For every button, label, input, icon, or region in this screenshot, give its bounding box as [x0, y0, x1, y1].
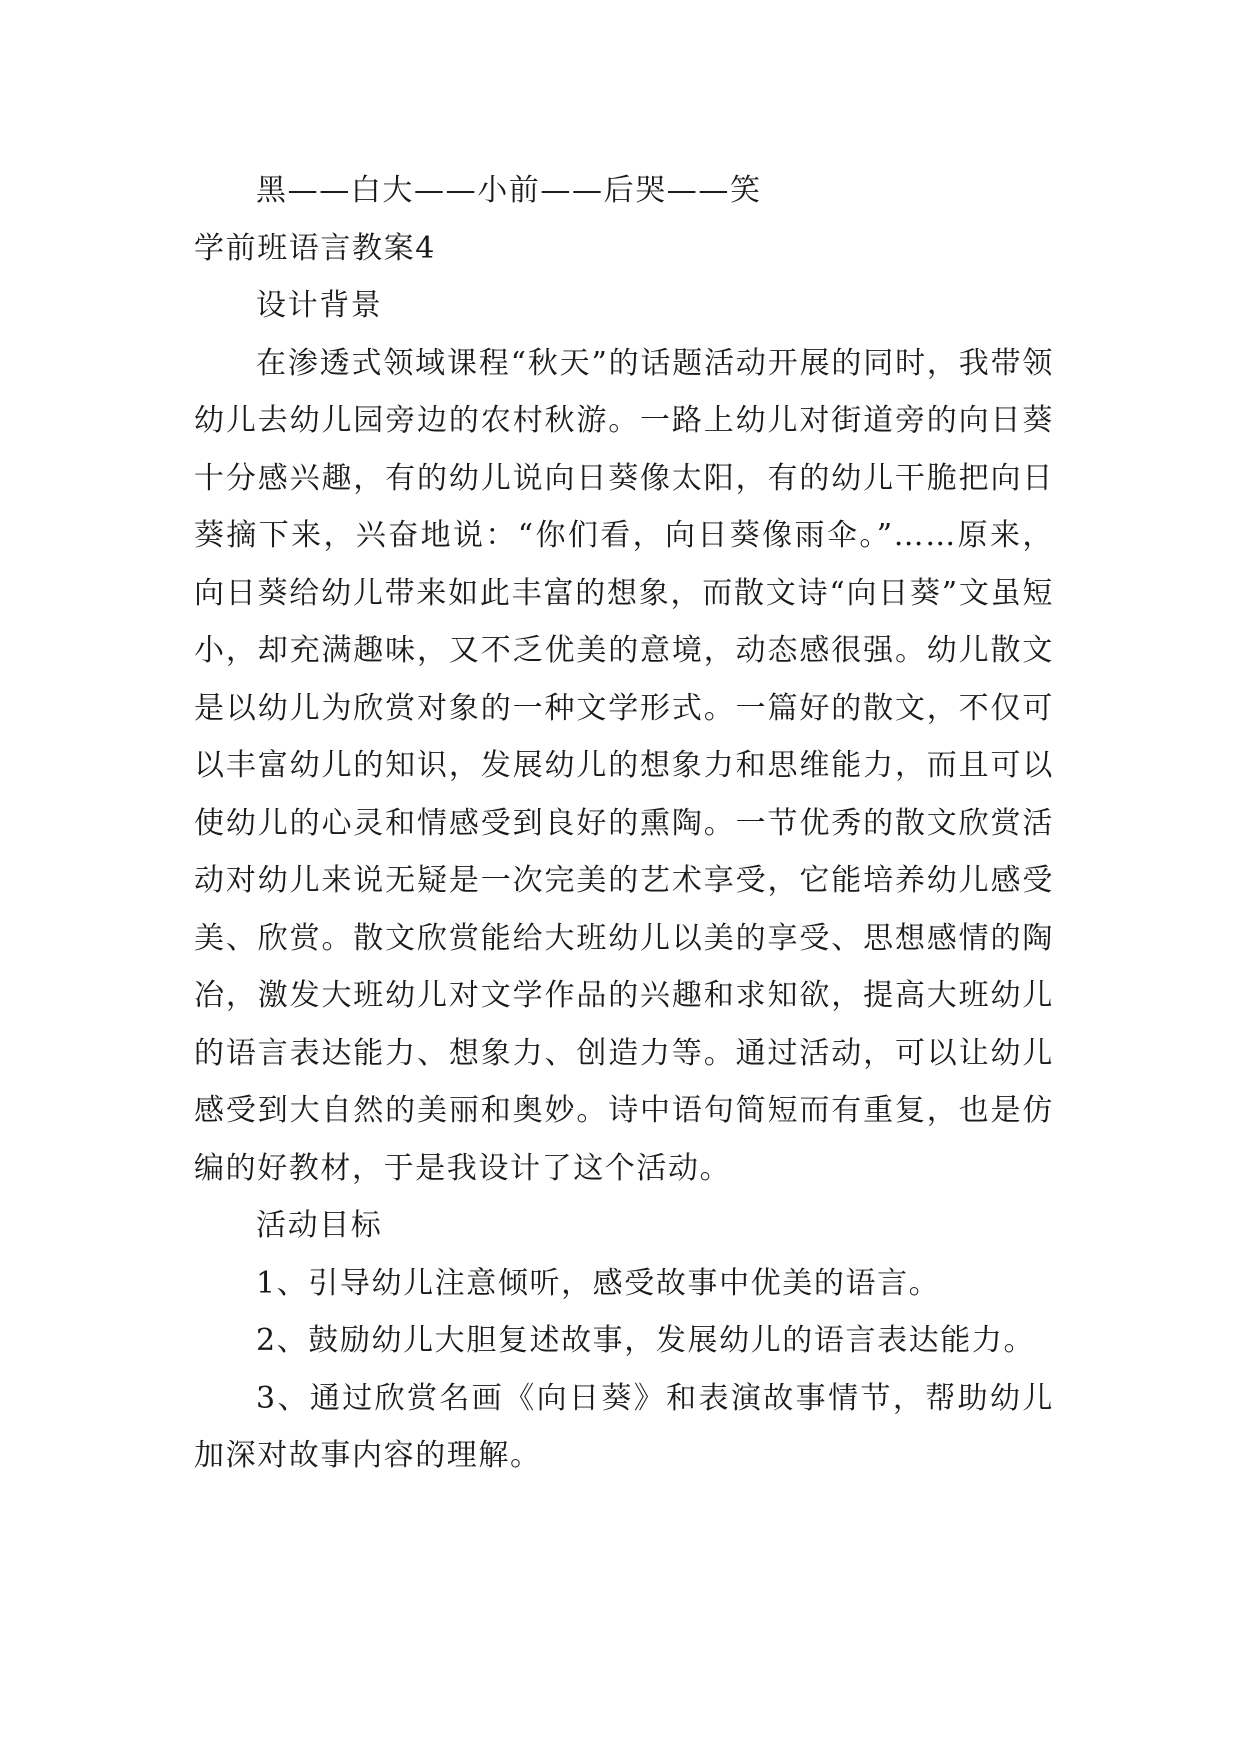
design-background-heading: 设计背景 [256, 288, 383, 323]
document-body [194, 162, 1054, 1485]
activity-goals-heading: 活动目标 [256, 1208, 383, 1243]
activity-goal-item: 1、引导幼儿注意倾听，感受故事中优美的语言。 [256, 1265, 941, 1301]
antonym-pairs-line: 黑——白大——小前——后哭——笑 [256, 173, 762, 208]
activity-goal-item: 2、鼓励幼儿大胆复述故事，发展幼儿的语言表达能力。 [256, 1323, 1036, 1358]
section-title: 学前班语言教案4 [194, 230, 436, 266]
activity-goal-item: 3、通过欣赏名画《向日葵》和表演故事情节，帮助幼儿加深对故事内容的理解。 [194, 1380, 1054, 1473]
design-background-paragraph: 在渗透式领域课程“秋天”的话题活动开展的同时，我带领幼儿去幼儿园旁边的农村秋游。一路上幼儿对街道旁的向日葵十分感兴趣，有的幼儿说向日葵像太阳，有的幼儿干脆把向日葵摘下来，兴奋地说：“你们看，向日葵像雨伞。”……原来，向日葵给幼儿带来如此丰富的想象，而散文诗“向日葵”文虽短小，却充满趣味，又不乏优美的意境，动态感很强。幼儿散文是以幼儿为欣赏对象的一种文学形式。一篇好的散文，不仅可以丰富幼儿的知识，发展幼儿的想象力和思维能力，而且可以使幼儿的心灵和情感受到良好的熏陶。一节优秀的散文欣赏活动对幼儿来说无疑是一次完美的艺术享受，它能培养幼儿感受美、欣赏。散文欣赏能给大班幼儿以美的享受、思想感情的陶冶，激发大班幼儿对文学作品的兴趣和求知欲，提高大班幼儿的语言表达能力、想象力、创造力等。通过活动，可以让幼儿感受到大自然的美丽和奥妙。诗中语句简短而有重复，也是仿编的好教材，于是我设计了这个活动。 [194, 345, 1054, 1186]
